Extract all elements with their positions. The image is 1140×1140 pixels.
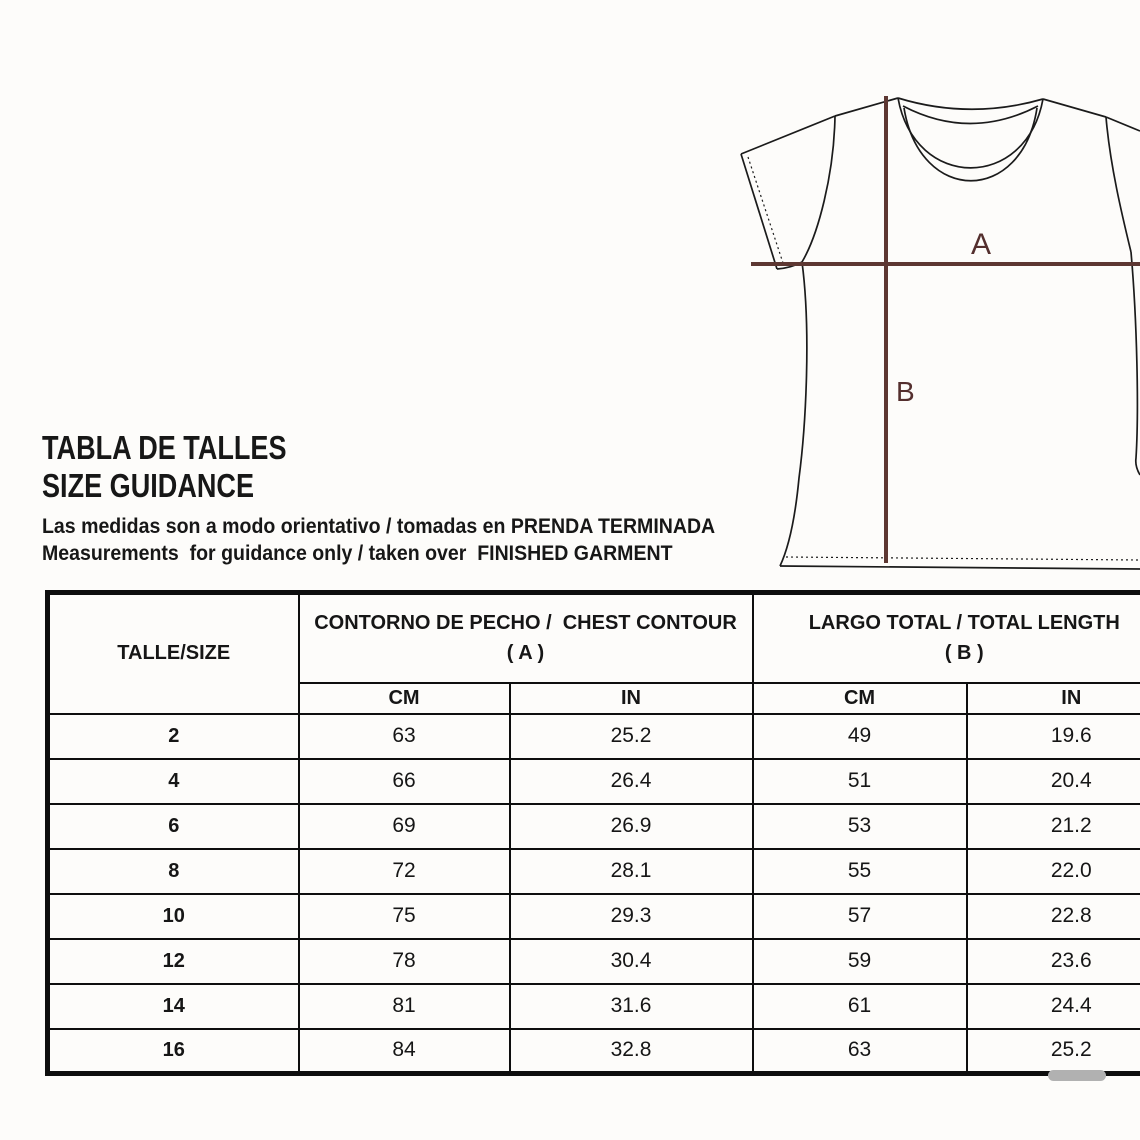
length-in-header: IN (967, 683, 1140, 714)
length-cm-cell: 59 (753, 939, 967, 984)
disclaimer-spanish: Las medidas son a modo orientativo / tomadas en PRENDA TERMINADA (42, 515, 716, 538)
chest-in-cell: 31.6 (510, 984, 753, 1029)
table-row (48, 714, 1140, 759)
chest-in-cell: 26.4 (510, 759, 753, 804)
table-row (48, 759, 1140, 804)
table-row (48, 1029, 1140, 1074)
size-table (45, 590, 1140, 1076)
chest-cm-cell: 84 (299, 1029, 510, 1074)
length-label-b: B (896, 376, 915, 407)
chest-group-header (299, 593, 753, 683)
length-cm-cell: 55 (753, 849, 967, 894)
chest-group-sub: ( A ) (506, 642, 545, 665)
chest-in-header: IN (510, 683, 753, 714)
length-in-cell: 20.4 (967, 759, 1140, 804)
length-cm-cell: 63 (753, 1029, 967, 1074)
disclaimer (42, 513, 766, 567)
table-row (48, 939, 1140, 984)
tshirt-outline (741, 98, 1140, 569)
title-spanish: TABLA DE TALLES (42, 429, 287, 466)
chest-in-cell: 32.8 (510, 1029, 753, 1074)
size-cell: 12 (48, 939, 299, 984)
length-in-cell: 23.6 (967, 939, 1140, 984)
disclaimer-english: Measurements for guidance only / taken over FINISHED GARMENT (42, 542, 673, 565)
chest-cm-cell: 75 (299, 894, 510, 939)
chest-cm-cell: 72 (299, 849, 510, 894)
chest-cm-cell: 66 (299, 759, 510, 804)
chest-in-cell: 29.3 (510, 894, 753, 939)
chest-in-cell: 26.9 (510, 804, 753, 849)
length-group-sub: ( B ) (944, 642, 984, 665)
chest-cm-cell: 63 (299, 714, 510, 759)
table-row (48, 804, 1140, 849)
size-cell: 10 (48, 894, 299, 939)
chest-group-title: CONTORNO DE PECHO / CHEST CONTOUR (314, 612, 737, 635)
chest-in-cell: 28.1 (510, 849, 753, 894)
length-cm-cell: 51 (753, 759, 967, 804)
length-in-cell: 22.8 (967, 894, 1140, 939)
table-row (48, 894, 1140, 939)
chest-label-a: A (971, 228, 992, 261)
size-cell: 2 (48, 714, 299, 759)
chest-cm-cell: 69 (299, 804, 510, 849)
length-cm-cell: 57 (753, 894, 967, 939)
length-cm-cell: 53 (753, 804, 967, 849)
size-cell: 16 (48, 1029, 299, 1074)
page-title (42, 429, 340, 505)
size-cell: 6 (48, 804, 299, 849)
size-cell: 8 (48, 849, 299, 894)
size-column-header: TALLE/SIZE (48, 593, 299, 714)
length-cm-cell: 61 (753, 984, 967, 1029)
length-in-cell: 19.6 (967, 714, 1140, 759)
table-row (48, 849, 1140, 894)
length-in-cell: 21.2 (967, 804, 1140, 849)
length-in-cell: 22.0 (967, 849, 1140, 894)
group-header-row (48, 593, 1140, 683)
length-cm-header: CM (753, 683, 967, 714)
size-cell: 14 (48, 984, 299, 1029)
title-english: SIZE GUIDANCE (42, 467, 254, 504)
length-in-cell: 24.4 (967, 984, 1140, 1029)
measurement-lines (751, 96, 1140, 563)
table-row (48, 984, 1140, 1029)
chest-cm-cell: 81 (299, 984, 510, 1029)
chest-in-cell: 30.4 (510, 939, 753, 984)
length-in-cell: 25.2 (967, 1029, 1140, 1074)
length-group-header (753, 593, 1140, 683)
length-group-title: LARGO TOTAL / TOTAL LENGTH (808, 612, 1120, 635)
chest-cm-header: CM (299, 683, 510, 714)
chest-in-cell: 25.2 (510, 714, 753, 759)
watermark-pill (1048, 1070, 1106, 1081)
size-cell: 4 (48, 759, 299, 804)
length-cm-cell: 49 (753, 714, 967, 759)
chest-cm-cell: 78 (299, 939, 510, 984)
